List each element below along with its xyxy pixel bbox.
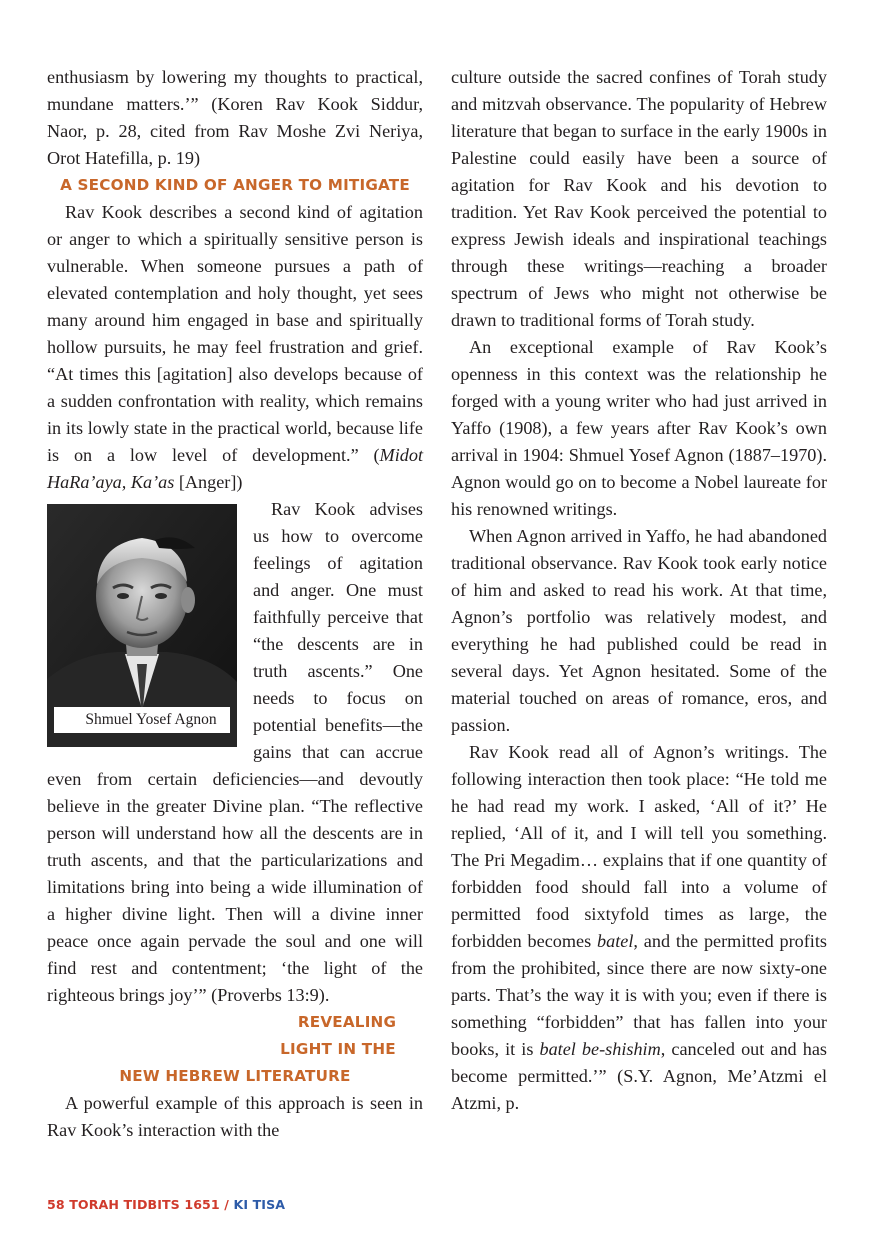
body-paragraph: When Agnon arrived in Yaffo, he had abandoned traditional observance. Rav Kook took early notice of him and asked to read his work. At that time, Agnon’s portfolio was relatively modest, and everything he had published could be read in several days. Yet Agnon hesitated. Some of the material touched on areas of romance, eros, and passion. [451,526,827,735]
body-paragraph: An exceptional example of Rav Kook’s openness in this context was the relationship he forged with a young writer who had just arrived in Yaffo (1908), a few years after Rav Kook’s own arrival in 1904: Shmuel Yosef Agnon (1887–1970). Agnon would go on to become a Nobel laureate for his renowned writings. [451,337,827,519]
body-paragraph: Rav Kook describes a second kind of agitation or anger to which a spiritually sensitive person is vulnerable. When someone pursues a path of elevated contemplation and holy thought, yet sees many around him engaged in base and spiritually hollow pursuits, he may feel frustration and grief. “At times this [agitation] also develops because of a sudden confrontation with reality, which remains in its lowly state in the practical world, because life is on a low level of development.” (Midot HaRa’aya, Ka’as [Anger]) [47,202,423,492]
body-paragraph-with-photo: Shmuel Yosef Agnon Rav Kook advises us how to overcome feelings of agitation and anger. One must faithfully perceive that “the descents are in truth ascents.” One needs to focus on potential benefits—the gains that can accrue even from certain deficiencies—and devoutly believe in the greater Divine plan. “The reflective person will understand how all the descents are in truth ascents, and that the particularizations and limitations bring into being a wide illumination of a higher divine light. Then will a divine inner peace once again pervade the soul and one will find rest and contentment; ‘the light of the righteous brings joy’” (Proverbs 13:9). REVEALING LIGHT IN THE [47,496,423,1063]
section-heading: REVEALING LIGHT IN THE [280,1013,397,1058]
footer-separator: / [219,1197,234,1212]
footer-magazine: 58 TORAH TIDBITS 1651 [47,1197,220,1212]
page-footer [47,1197,285,1212]
section-heading: A SECOND KIND OF ANGER TO MITIGATE [60,176,410,194]
footer-parsha: KI TISA [233,1197,286,1212]
body-paragraph: culture outside the sacred confines of Torah study and mitzvah observance. The popularity of Hebrew literature that began to surface in the early 1900s in Palestine could easily have been a source of agitation for Rav Kook and his devotion to tradition. Yet Rav Kook perceived the potential to express Jewish ideals and inspirational teachings through these writings—reaching a broader spectrum of Jews who might not otherwise be drawn to traditional forms of Torah study. [451,67,827,330]
body-paragraph: A powerful example of this approach is seen in Rav Kook’s interaction with the [47,1093,423,1140]
agnon-photo [47,504,237,747]
section-heading-continued: NEW HEBREW LITERATURE [119,1067,351,1085]
left-column [47,64,423,1144]
photo-caption: Shmuel Yosef Agnon [54,707,230,733]
body-paragraph: enthusiasm by lowering my thoughts to practical, mundane matters.’” (Koren Rav Kook Siddur, Naor, p. 28, cited from Rav Moshe Zvi Neriya, Orot Hatefilla, p. 19) [47,67,423,168]
body-paragraph: Rav Kook read all of Agnon’s writings. The following interaction then took place: “He told me he had read my work. I asked, ‘All of it?’ He replied, ‘All of it, and I will tell you something. The Pri Megadim… explains that if one quantity of forbidden food should fall into a volume of permitted food sixtyfold times as large, the forbidden becomes batel, and the permitted profits from the prohibited, since there are now sixty-one parts. That’s the way it is with you; even if there is something “forbidden” that has fallen into your books, it is batel be-shishim, canceled out and has become permitted.’” (S.Y. Agnon, Me’Atzmi el Atzmi, p. [451,742,827,1113]
right-column [451,64,827,1117]
